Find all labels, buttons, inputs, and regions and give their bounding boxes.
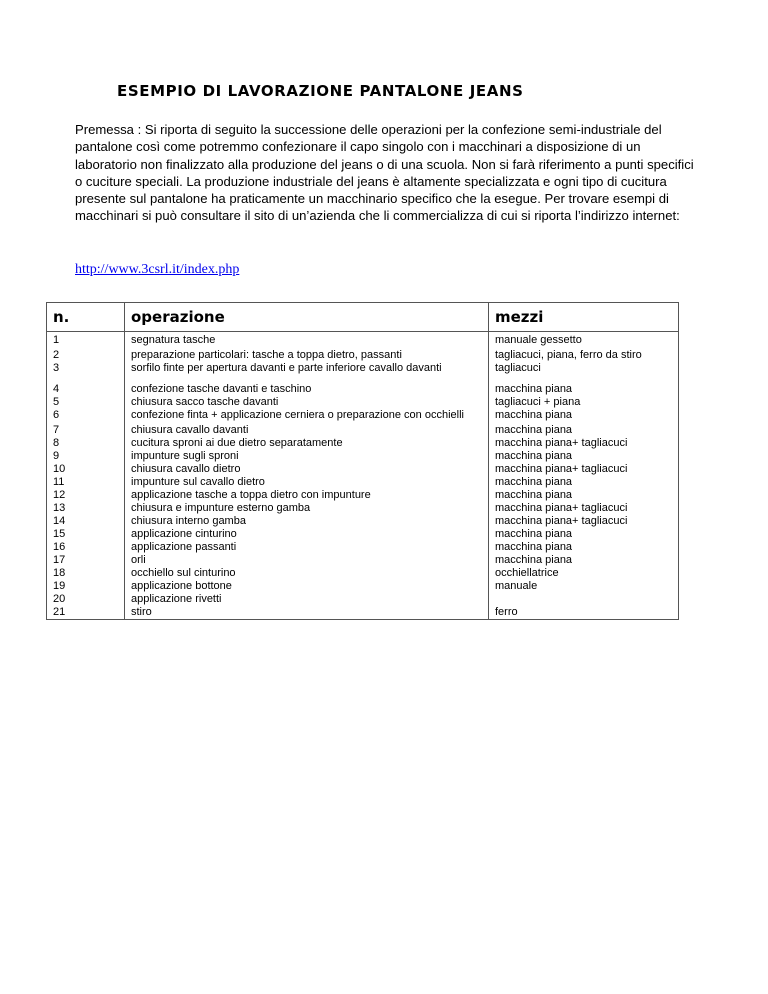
cell-operazione: applicazione tasche a toppa dietro con impunture xyxy=(125,489,489,502)
cell-number: 1 xyxy=(47,334,125,347)
table-row xyxy=(47,515,679,528)
cell-number: 11 xyxy=(47,476,125,489)
table-row xyxy=(47,349,679,362)
cell-operazione: chiusura cavallo dietro xyxy=(125,463,489,476)
table-header-row xyxy=(47,303,679,332)
cell-number: 21 xyxy=(47,606,125,620)
table-row xyxy=(47,567,679,580)
cell-mezzi: tagliacuci, piana, ferro da stiro xyxy=(489,349,679,362)
cell-number: 15 xyxy=(47,528,125,541)
cell-number: 9 xyxy=(47,450,125,463)
cell-number: 14 xyxy=(47,515,125,528)
cell-mezzi: macchina piana xyxy=(489,528,679,541)
cell-mezzi: macchina piana xyxy=(489,541,679,554)
cell-operazione: applicazione rivetti xyxy=(125,593,489,606)
cell-mezzi: tagliacuci xyxy=(489,362,679,381)
cell-mezzi: macchina piana+ tagliacuci xyxy=(489,502,679,515)
cell-operazione: impunture sul cavallo dietro xyxy=(125,476,489,489)
table-row xyxy=(47,489,679,502)
cell-number: 6 xyxy=(47,409,125,424)
cell-number: 13 xyxy=(47,502,125,515)
cell-mezzi: macchina piana xyxy=(489,476,679,489)
cell-operazione: applicazione cinturino xyxy=(125,528,489,541)
cell-mezzi: manuale xyxy=(489,580,679,593)
table-row xyxy=(47,383,679,396)
table-row xyxy=(47,554,679,567)
cell-operazione: chiusura e impunture esterno gamba xyxy=(125,502,489,515)
cell-mezzi: ferro xyxy=(489,606,679,620)
table-row xyxy=(47,593,679,606)
cell-operazione: chiusura cavallo davanti xyxy=(125,424,489,437)
cell-mezzi: macchina piana xyxy=(489,554,679,567)
table-row xyxy=(47,409,679,424)
cell-mezzi: macchina piana+ tagliacuci xyxy=(489,437,679,450)
header-mezzi: mezzi xyxy=(489,303,679,332)
table-row xyxy=(47,437,679,450)
table-row xyxy=(47,334,679,347)
cell-mezzi: macchina piana+ tagliacuci xyxy=(489,515,679,528)
cell-number: 4 xyxy=(47,383,125,396)
cell-operazione: applicazione bottone xyxy=(125,580,489,593)
cell-operazione: confezione tasche davanti e taschino xyxy=(125,383,489,396)
table-row xyxy=(47,463,679,476)
cell-operazione: cucitura sproni ai due dietro separatamente xyxy=(125,437,489,450)
cell-operazione: segnatura tasche xyxy=(125,334,489,347)
header-n: n. xyxy=(47,303,125,332)
cell-mezzi: macchina piana+ tagliacuci xyxy=(489,463,679,476)
cell-operazione: orli xyxy=(125,554,489,567)
cell-mezzi: macchina piana xyxy=(489,383,679,396)
cell-number: 3 xyxy=(47,362,125,381)
cell-operazione: stiro xyxy=(125,606,489,620)
cell-number: 10 xyxy=(47,463,125,476)
cell-number: 19 xyxy=(47,580,125,593)
cell-operazione: preparazione particolari: tasche a toppa dietro, passanti xyxy=(125,349,489,362)
intro-paragraph: Premessa : Si riporta di seguito la successione delle operazioni per la confezione semi-industriale del pantalone così come potremmo confezionare il capo singolo con i macchinari a disposizione di un laboratorio non finalizzato alla produzione del jeans o di una scuola. Non si farà riferimento a punti specifici o cuciture speciali. La produzione industriale del jeans è altamente specializzata e ogni tipo di cucitura presente sul pantalone ha praticamente un macchinario specifico che la esegue. Per trovare esempi di macchinari si può consultare il sito di un’azienda che li commercializza di cui si riporta l’indirizzo internet: xyxy=(75,122,694,224)
table-row xyxy=(47,424,679,437)
cell-number: 2 xyxy=(47,349,125,362)
table-row xyxy=(47,450,679,463)
table-row xyxy=(47,541,679,554)
cell-operazione: occhiello sul cinturino xyxy=(125,567,489,580)
cell-number: 12 xyxy=(47,489,125,502)
cell-number: 20 xyxy=(47,593,125,606)
cell-mezzi: macchina piana xyxy=(489,450,679,463)
cell-operazione: impunture sugli sproni xyxy=(125,450,489,463)
table-row xyxy=(47,362,679,381)
page-title: ESEMPIO DI LAVORAZIONE PANTALONE JEANS xyxy=(117,82,524,100)
table-row xyxy=(47,396,679,409)
cell-number: 7 xyxy=(47,424,125,437)
table-row xyxy=(47,606,679,620)
header-operazione: operazione xyxy=(125,303,489,332)
cell-mezzi: macchina piana xyxy=(489,489,679,502)
cell-number: 18 xyxy=(47,567,125,580)
cell-number: 8 xyxy=(47,437,125,450)
cell-mezzi: tagliacuci + piana xyxy=(489,396,679,409)
cell-mezzi: occhiellatrice xyxy=(489,567,679,580)
table-row xyxy=(47,476,679,489)
table-row xyxy=(47,580,679,593)
table-row xyxy=(47,528,679,541)
cell-operazione: sorfilo finte per apertura davanti e parte inferiore cavallo davanti xyxy=(125,362,489,381)
cell-operazione: applicazione passanti xyxy=(125,541,489,554)
cell-number: 5 xyxy=(47,396,125,409)
cell-mezzi: manuale gessetto xyxy=(489,334,679,347)
cell-number: 16 xyxy=(47,541,125,554)
cell-operazione: chiusura interno gamba xyxy=(125,515,489,528)
cell-mezzi xyxy=(489,593,679,606)
cell-mezzi: macchina piana xyxy=(489,409,679,424)
table-body xyxy=(47,332,679,620)
cell-mezzi: macchina piana xyxy=(489,424,679,437)
website-link[interactable]: http://www.3csrl.it/index.php xyxy=(75,262,240,277)
cell-number: 17 xyxy=(47,554,125,567)
cell-operazione: confezione finta + applicazione cerniera o preparazione con occhielli xyxy=(125,409,489,424)
operations-table xyxy=(46,302,679,620)
cell-operazione: chiusura sacco tasche davanti xyxy=(125,396,489,409)
table-row xyxy=(47,502,679,515)
